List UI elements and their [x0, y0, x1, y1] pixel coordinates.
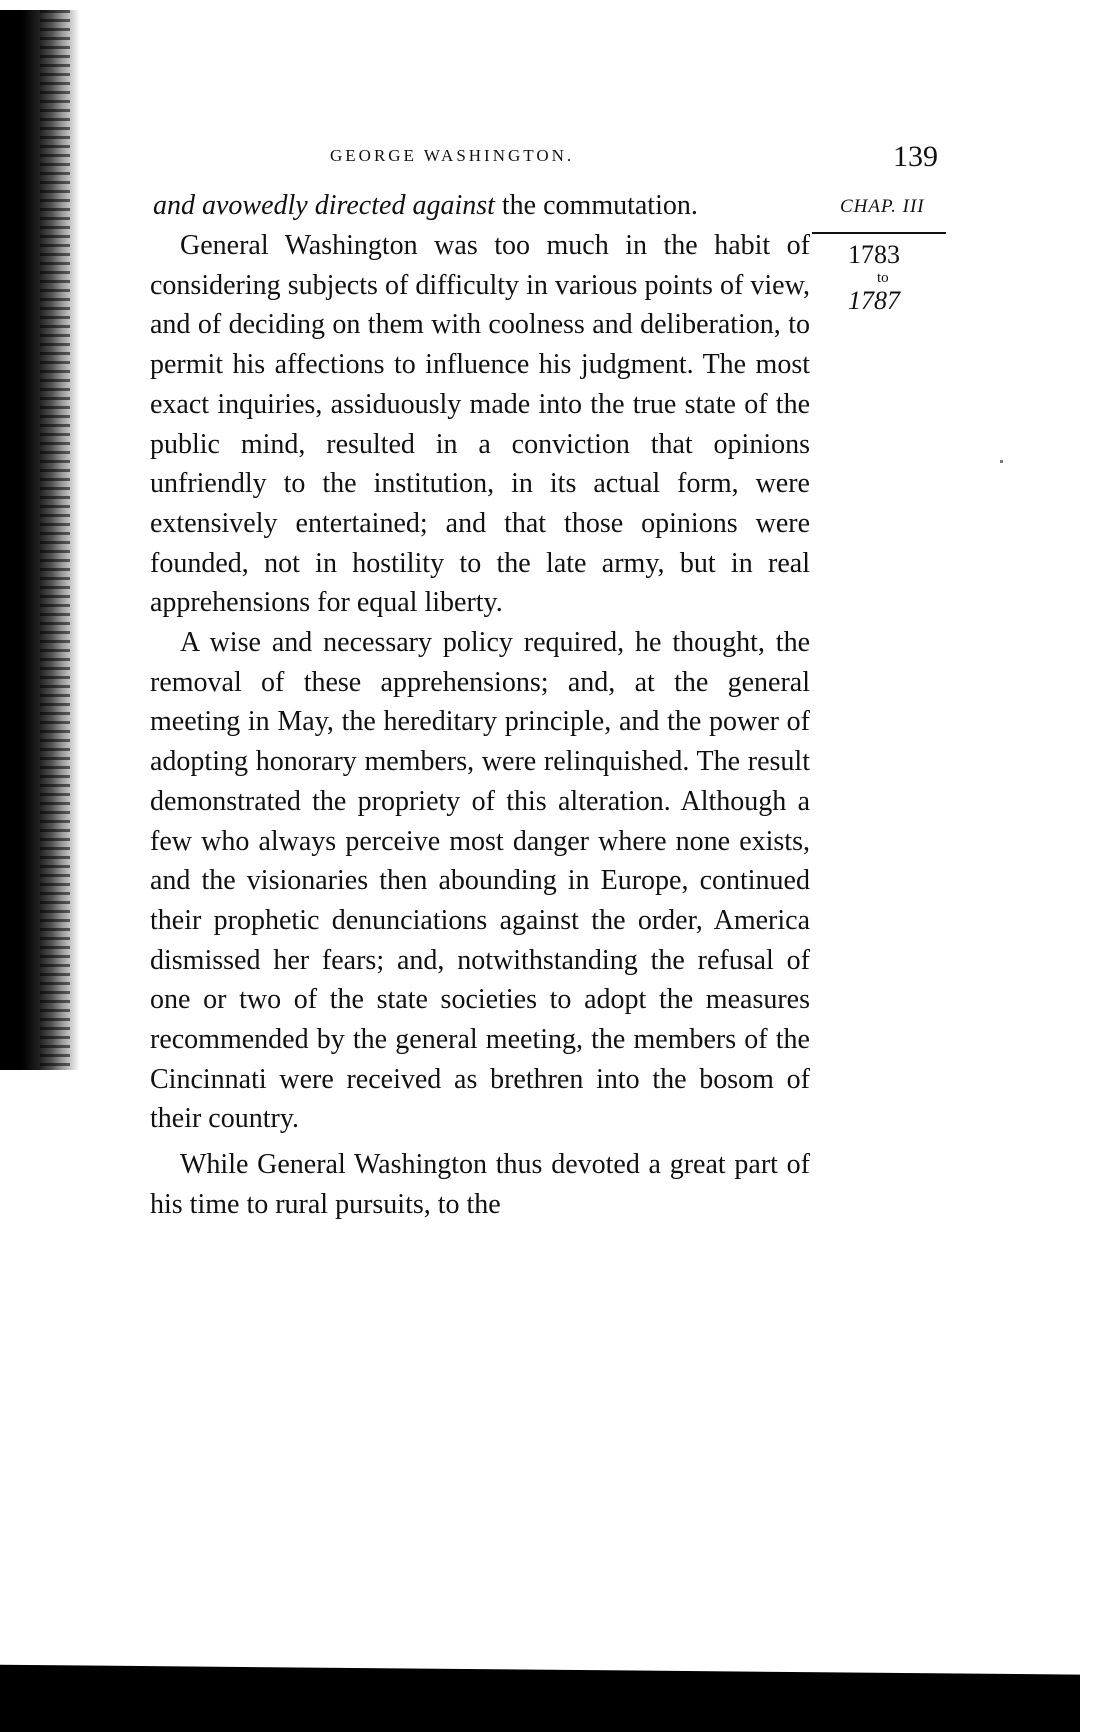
paragraph-1: General Washington was too much in the habit of considering subjects of difficulty in various points of view, and of deciding on them with coolness and deliberation, to permit his affections to influence his judgment. The most exact inquiries, assiduously made into the true state of the public mind, resulted in a conviction that opinions unfriendly to the institution, in its actual form, were extensively entertained; and that those opinions were founded, not in hostility to the late army, but in real apprehensions for equal liberty. [150, 230, 810, 619]
chapter-label: CHAP. III [840, 196, 925, 217]
chapter-rule [812, 232, 946, 234]
scan-bottom-band [0, 1650, 1080, 1732]
first-line-italic-a: and avowedly directed [153, 190, 413, 221]
paragraph-2: A wise and necessary policy required, he thought, the removal of these apprehensions; and, at the general meeting in May, the hereditary principle, and the power of adopting honorary members, were relinquished. The result demonstrated the propriety of this alteration. Although a few who always perceive most danger where none exists, and the visionaries then abounding in Europe, continued their prophetic denunciations against the order, America dismissed her fears; and, notwithstanding the refusal of one or two of the state societies to adopt the measures recommended by the general meeting, the members of the Cincinnati were received as brethren into the bosom of their country. [150, 627, 810, 1135]
paragraph-3: While General Washington thus devoted a great part of his time to rural pursuits, to the [150, 1149, 810, 1220]
first-line [153, 186, 813, 226]
body-text [150, 226, 810, 1225]
first-line-roman-c: the commutation. [494, 190, 698, 221]
year-to: to [877, 270, 889, 286]
scan-speck [1000, 460, 1003, 463]
running-head-title: GEORGE WASHINGTON. [330, 146, 575, 165]
scan-binding-edge [0, 10, 80, 1070]
year-start: 1783 [848, 240, 900, 269]
year-end: 1787 [848, 286, 900, 315]
page-number: 139 [893, 140, 938, 173]
first-line-italic-b: against [412, 190, 495, 221]
